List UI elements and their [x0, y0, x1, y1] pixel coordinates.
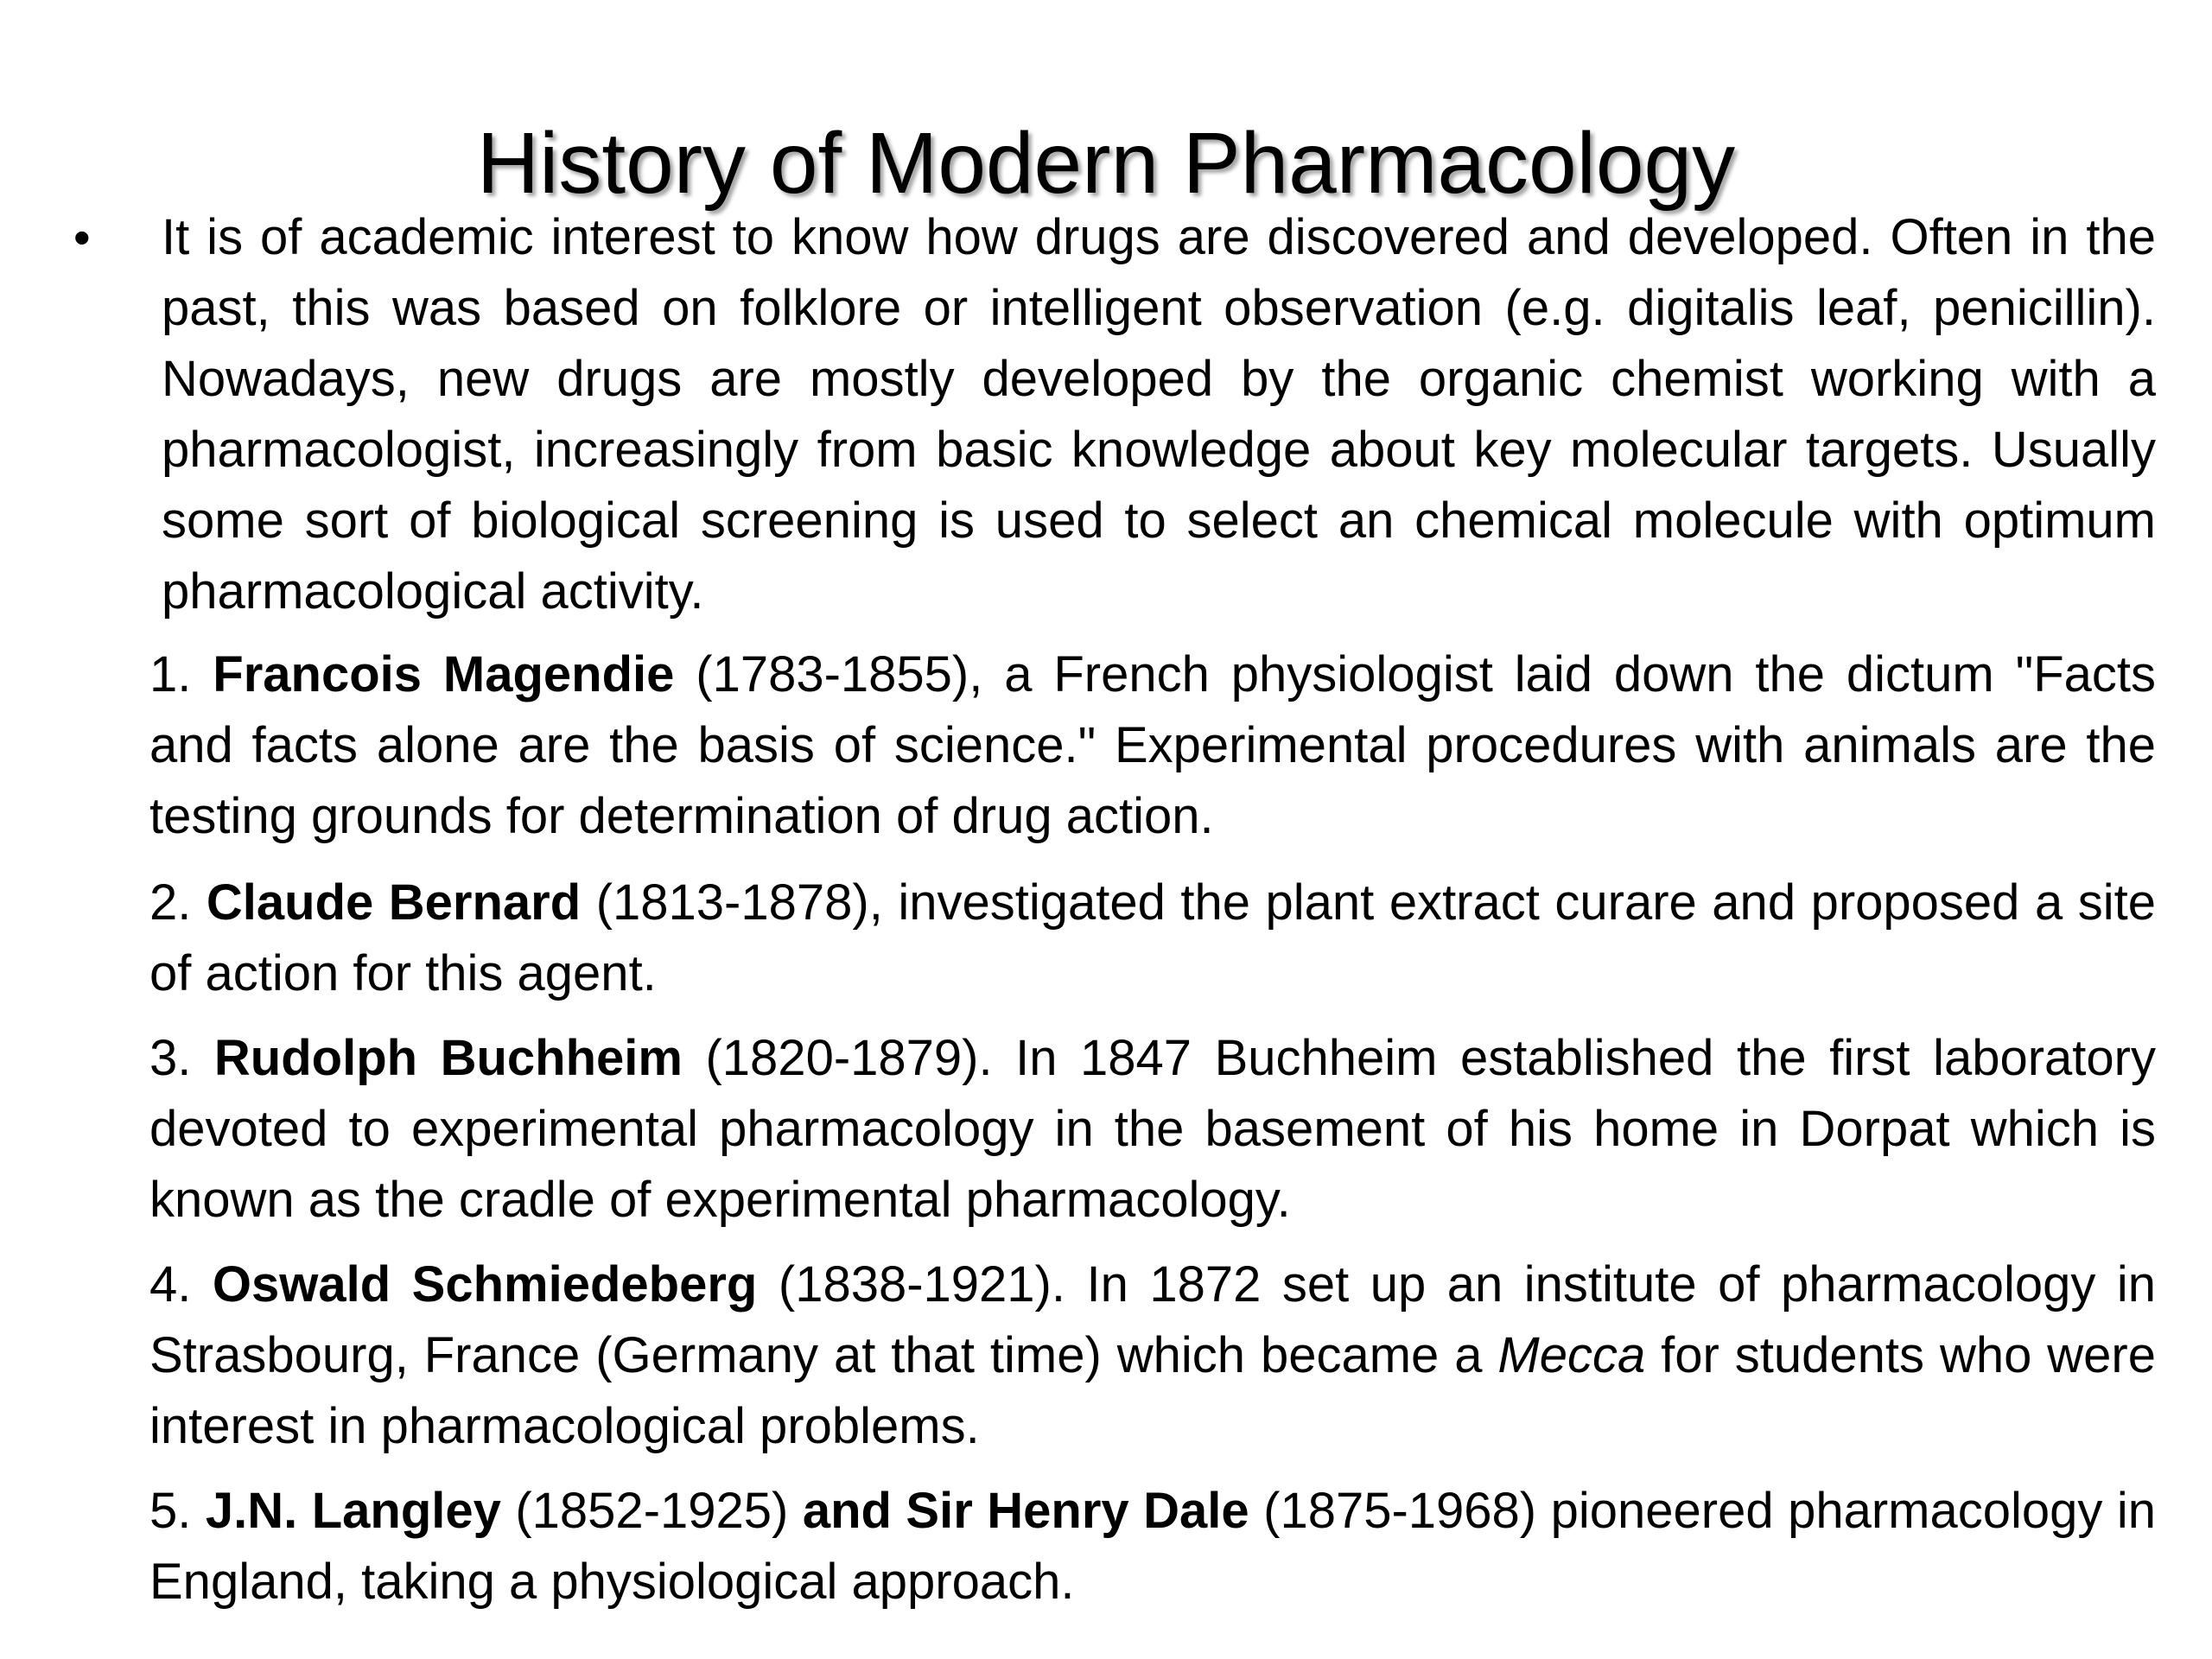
list-item: [149, 639, 2156, 852]
person-name: Francois Magendie: [213, 646, 675, 702]
person-name: Oswald Schmiedeberg: [212, 1256, 758, 1313]
item-text-mid: (1852-1925): [500, 1483, 803, 1539]
person-name: J.N. Langley: [205, 1483, 501, 1539]
item-number: 4.: [149, 1256, 192, 1313]
item-text: (1813-1878), investigated the plant extract curare and proposed a site of action for this agent.: [149, 874, 2156, 1001]
item-text-after: for students who were interest in pharmacological problems.: [149, 1327, 2156, 1454]
person-name-2: and Sir Henry Dale: [802, 1483, 1249, 1539]
item-number: 1.: [149, 646, 192, 702]
list-item: [149, 1249, 2156, 1462]
bullet-text: It is of academic interest to know how drugs are discovered and developed. Often in the past, this was based on folklore or intelligent observation (e.g. digitalis leaf, penicillin). Nowadays, new drugs are mostly developed by the organic chemist working with a pharmacologist, increasingly from basic knowledge about key molecular targets. Usually some sort of biological screening is used to select an chemical molecule with optimum pharmacological activity.: [162, 209, 2156, 620]
italic-term: Mecca: [1497, 1327, 1646, 1383]
item-number: 5.: [149, 1483, 192, 1539]
list-item: [149, 1023, 2156, 1236]
bullet-marker: •: [73, 210, 91, 264]
list-item: [149, 868, 2156, 1009]
person-name: Claude Bernard: [206, 874, 582, 931]
item-number: 2.: [149, 874, 192, 931]
item-text: (1783-1855), a French physiologist laid down the dictum "Facts and facts alone are the basis of science." Experimental procedures with animals are the testing grounds for determination of drug action.: [149, 646, 2156, 844]
bullet-paragraph: [73, 202, 2156, 627]
item-text-before: (1838-1921). In 1872 set up an institute of pharmacology in Strasbourg, France (Germany at that time) which became a: [149, 1256, 2157, 1383]
item-number: 3.: [149, 1030, 192, 1086]
item-text: (1875-1968) pioneered pharmacology in England, taking a physiological approach.: [149, 1483, 2156, 1610]
list-item: [149, 1476, 2156, 1618]
item-text: (1820-1879). In 1847 Buchheim established the first laboratory devoted to experimental pharmacology in the basement of his home in Dorpat which is known as the cradle of experimental pharmacology.: [149, 1030, 2156, 1228]
person-name: Rudolph Buchheim: [213, 1030, 683, 1086]
page-title: History of Modern Pharmacology: [476, 115, 1736, 212]
